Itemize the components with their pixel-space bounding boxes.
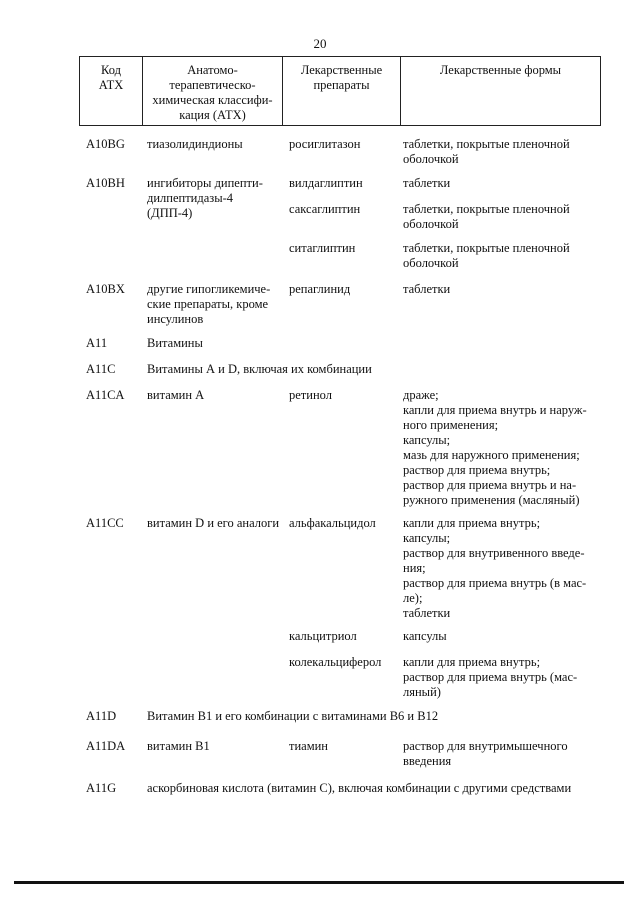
atx-classification: Витамин В1 и его комбинации с витаминами В6 и В12 (147, 709, 439, 723)
drug-name: росиглитазон (289, 137, 361, 151)
dosage-forms: капли для приема внутрь; раствор для приема внутрь (мас- ляный) (403, 655, 578, 699)
drug-name: саксаглиптин (289, 202, 361, 216)
atx-classification: витамин В1 (147, 739, 210, 753)
dosage-forms: капли для приема внутрь; капсулы; раствор для внутривенного введе- ния; раствор для приема внутрь (в мас- ле); таблетки (403, 516, 587, 620)
atx-classification: тиазолидиндионы (147, 137, 243, 151)
atx-code: A11DA (86, 739, 126, 753)
drug-name: альфакальцидол (289, 516, 376, 530)
header-forms: Лекарственные формы (400, 57, 600, 125)
bottom-rule (14, 881, 624, 884)
atx-classification: аскорбиновая кислота (витамин С), включая комбинации с другими средствами (147, 781, 572, 795)
dosage-forms: драже; капли для приема внутрь и наруж- ного применения; капсулы; мазь для наружного применения; раствор для приема внутрь; раствор для приема внутрь и на- ружного применения (масляный) (403, 388, 587, 507)
atx-code: A11CA (86, 388, 125, 402)
drug-name: ретинол (289, 388, 332, 402)
dosage-forms: таблетки (403, 176, 451, 190)
dosage-forms: таблетки, покрытые пленочной оболочкой (403, 241, 570, 270)
page-number: 20 (313, 36, 327, 51)
atx-code: A11D (86, 709, 117, 723)
header-classification: Анатомо- терапевтическо- химическая классифи- кация (АТХ) (142, 57, 282, 125)
header-code: Код АТХ (98, 63, 124, 92)
drug-name: кальцитриол (289, 629, 357, 643)
atx-code: A11G (86, 781, 117, 795)
drug-name: репаглинид (289, 282, 351, 296)
atx-code: A10BX (86, 282, 125, 296)
dosage-forms: таблетки, покрытые пленочной оболочкой (403, 137, 570, 166)
atx-classification: другие гипогликемиче- ские препараты, кроме инсулинов (147, 282, 271, 326)
dosage-forms: капсулы (403, 629, 447, 643)
drug-name: ситаглиптин (289, 241, 356, 255)
dosage-forms: таблетки (403, 282, 451, 296)
drug-name: колекальциферол (289, 655, 382, 669)
atx-code: A11 (86, 336, 108, 350)
atx-code: A11C (86, 362, 116, 376)
atx-classification: витамин А (147, 388, 205, 402)
atx-classification: Витамины А и D, включая их комбинации (147, 362, 372, 376)
atx-code: A10BH (86, 176, 125, 190)
dosage-forms: таблетки, покрытые пленочной оболочкой (403, 202, 570, 231)
atx-code: A10BG (86, 137, 125, 151)
drug-name: тиамин (289, 739, 328, 753)
dosage-forms: раствор для внутримышечного введения (403, 739, 568, 768)
atx-classification: Витамины (147, 336, 203, 350)
atx-classification: витамин D и его аналоги (147, 516, 280, 530)
header-drugs: Лекарственные препараты (282, 57, 400, 125)
atx-classification: ингибиторы дипепти- дилпептидазы-4 (ДПП-4) (147, 176, 263, 220)
drug-name: вилдаглиптин (289, 176, 363, 190)
atx-code: A11CC (86, 516, 124, 530)
table-header (79, 56, 601, 126)
